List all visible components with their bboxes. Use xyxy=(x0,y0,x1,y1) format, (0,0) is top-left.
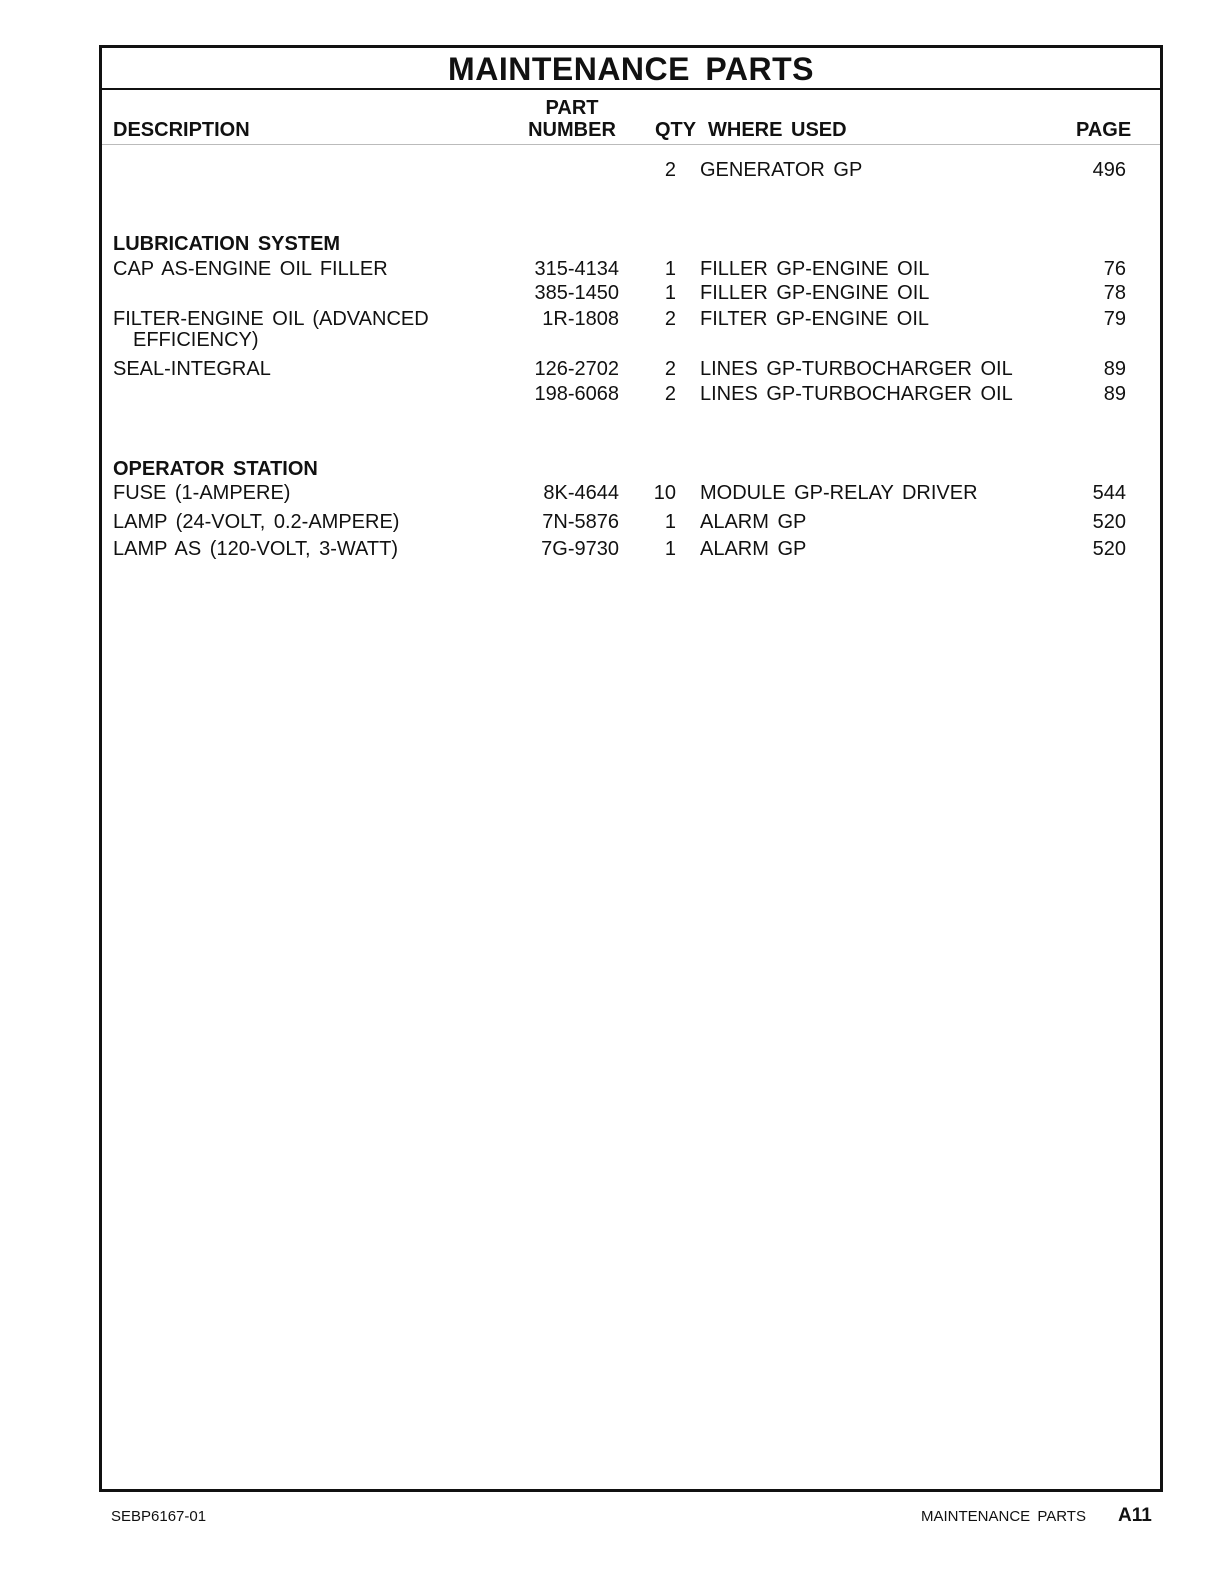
header-divider xyxy=(102,144,1160,145)
part-number-cell: 315-4134 xyxy=(534,258,619,280)
header-where-used: WHERE USED xyxy=(708,119,847,141)
qty-cell: 1 xyxy=(664,538,676,560)
page-frame xyxy=(99,45,1163,1492)
header-description: DESCRIPTION xyxy=(113,119,250,141)
footer-section-name: MAINTENANCE PARTS xyxy=(921,1508,1086,1525)
qty-cell: 1 xyxy=(664,511,676,533)
qty-cell: 2 xyxy=(664,383,676,405)
part-number-cell: 126-2702 xyxy=(534,358,619,380)
section-title-lubrication: LUBRICATION SYSTEM xyxy=(113,233,341,255)
page-cell: 520 xyxy=(1092,538,1126,560)
where-used-cell: FILLER GP-ENGINE OIL xyxy=(700,282,930,304)
qty-cell: 1 xyxy=(664,258,676,280)
section-title-operator-station: OPERATOR STATION xyxy=(113,458,318,480)
qty-cell: 1 xyxy=(664,282,676,304)
description-cell: LAMP AS (120-VOLT, 3-WATT) xyxy=(113,538,398,560)
qty-cell: 10 xyxy=(653,482,676,504)
page-cell: 496 xyxy=(1092,159,1126,181)
page-cell: 89 xyxy=(1103,383,1126,405)
page-cell: 89 xyxy=(1103,358,1126,380)
page-title: MAINTENANCE PARTS xyxy=(102,48,1160,90)
page-cell: 544 xyxy=(1092,482,1126,504)
footer-doc-number: SEBP6167-01 xyxy=(111,1508,207,1525)
where-used-cell: ALARM GP xyxy=(700,538,807,560)
part-number-cell: 1R-1808 xyxy=(542,308,619,330)
part-number-cell: 8K-4644 xyxy=(543,482,619,504)
page-cell: 520 xyxy=(1092,511,1126,533)
page-cell: 79 xyxy=(1103,308,1126,330)
qty-cell: 2 xyxy=(664,159,676,181)
description-cell: FUSE (1-AMPERE) xyxy=(113,482,291,504)
part-number-cell: 7N-5876 xyxy=(542,511,619,533)
header-part-line1: PART xyxy=(545,97,599,119)
header-part-line2: NUMBER xyxy=(528,119,616,141)
part-number-cell: 385-1450 xyxy=(534,282,619,304)
description-cell: LAMP (24-VOLT, 0.2-AMPERE) xyxy=(113,511,400,533)
where-used-cell: LINES GP-TURBOCHARGER OIL xyxy=(700,358,1013,380)
description-continuation: EFFICIENCY) xyxy=(133,329,259,351)
header-qty: QTY xyxy=(655,119,697,141)
qty-cell: 2 xyxy=(664,308,676,330)
header-page: PAGE xyxy=(1076,119,1132,141)
description-cell: SEAL-INTEGRAL xyxy=(113,358,271,380)
where-used-cell: GENERATOR GP xyxy=(700,159,863,181)
qty-cell: 2 xyxy=(664,358,676,380)
part-number-cell: 198-6068 xyxy=(534,383,619,405)
where-used-cell: FILTER GP-ENGINE OIL xyxy=(700,308,929,330)
page-cell: 78 xyxy=(1103,282,1126,304)
description-cell: FILTER-ENGINE OIL (ADVANCED xyxy=(113,308,429,330)
footer-page-number: A11 xyxy=(1118,1505,1152,1526)
where-used-cell: LINES GP-TURBOCHARGER OIL xyxy=(700,383,1013,405)
part-number-cell: 7G-9730 xyxy=(541,538,619,560)
where-used-cell: ALARM GP xyxy=(700,511,807,533)
page-cell: 76 xyxy=(1103,258,1126,280)
where-used-cell: MODULE GP-RELAY DRIVER xyxy=(700,482,978,504)
description-cell: CAP AS-ENGINE OIL FILLER xyxy=(113,258,388,280)
where-used-cell: FILLER GP-ENGINE OIL xyxy=(700,258,930,280)
